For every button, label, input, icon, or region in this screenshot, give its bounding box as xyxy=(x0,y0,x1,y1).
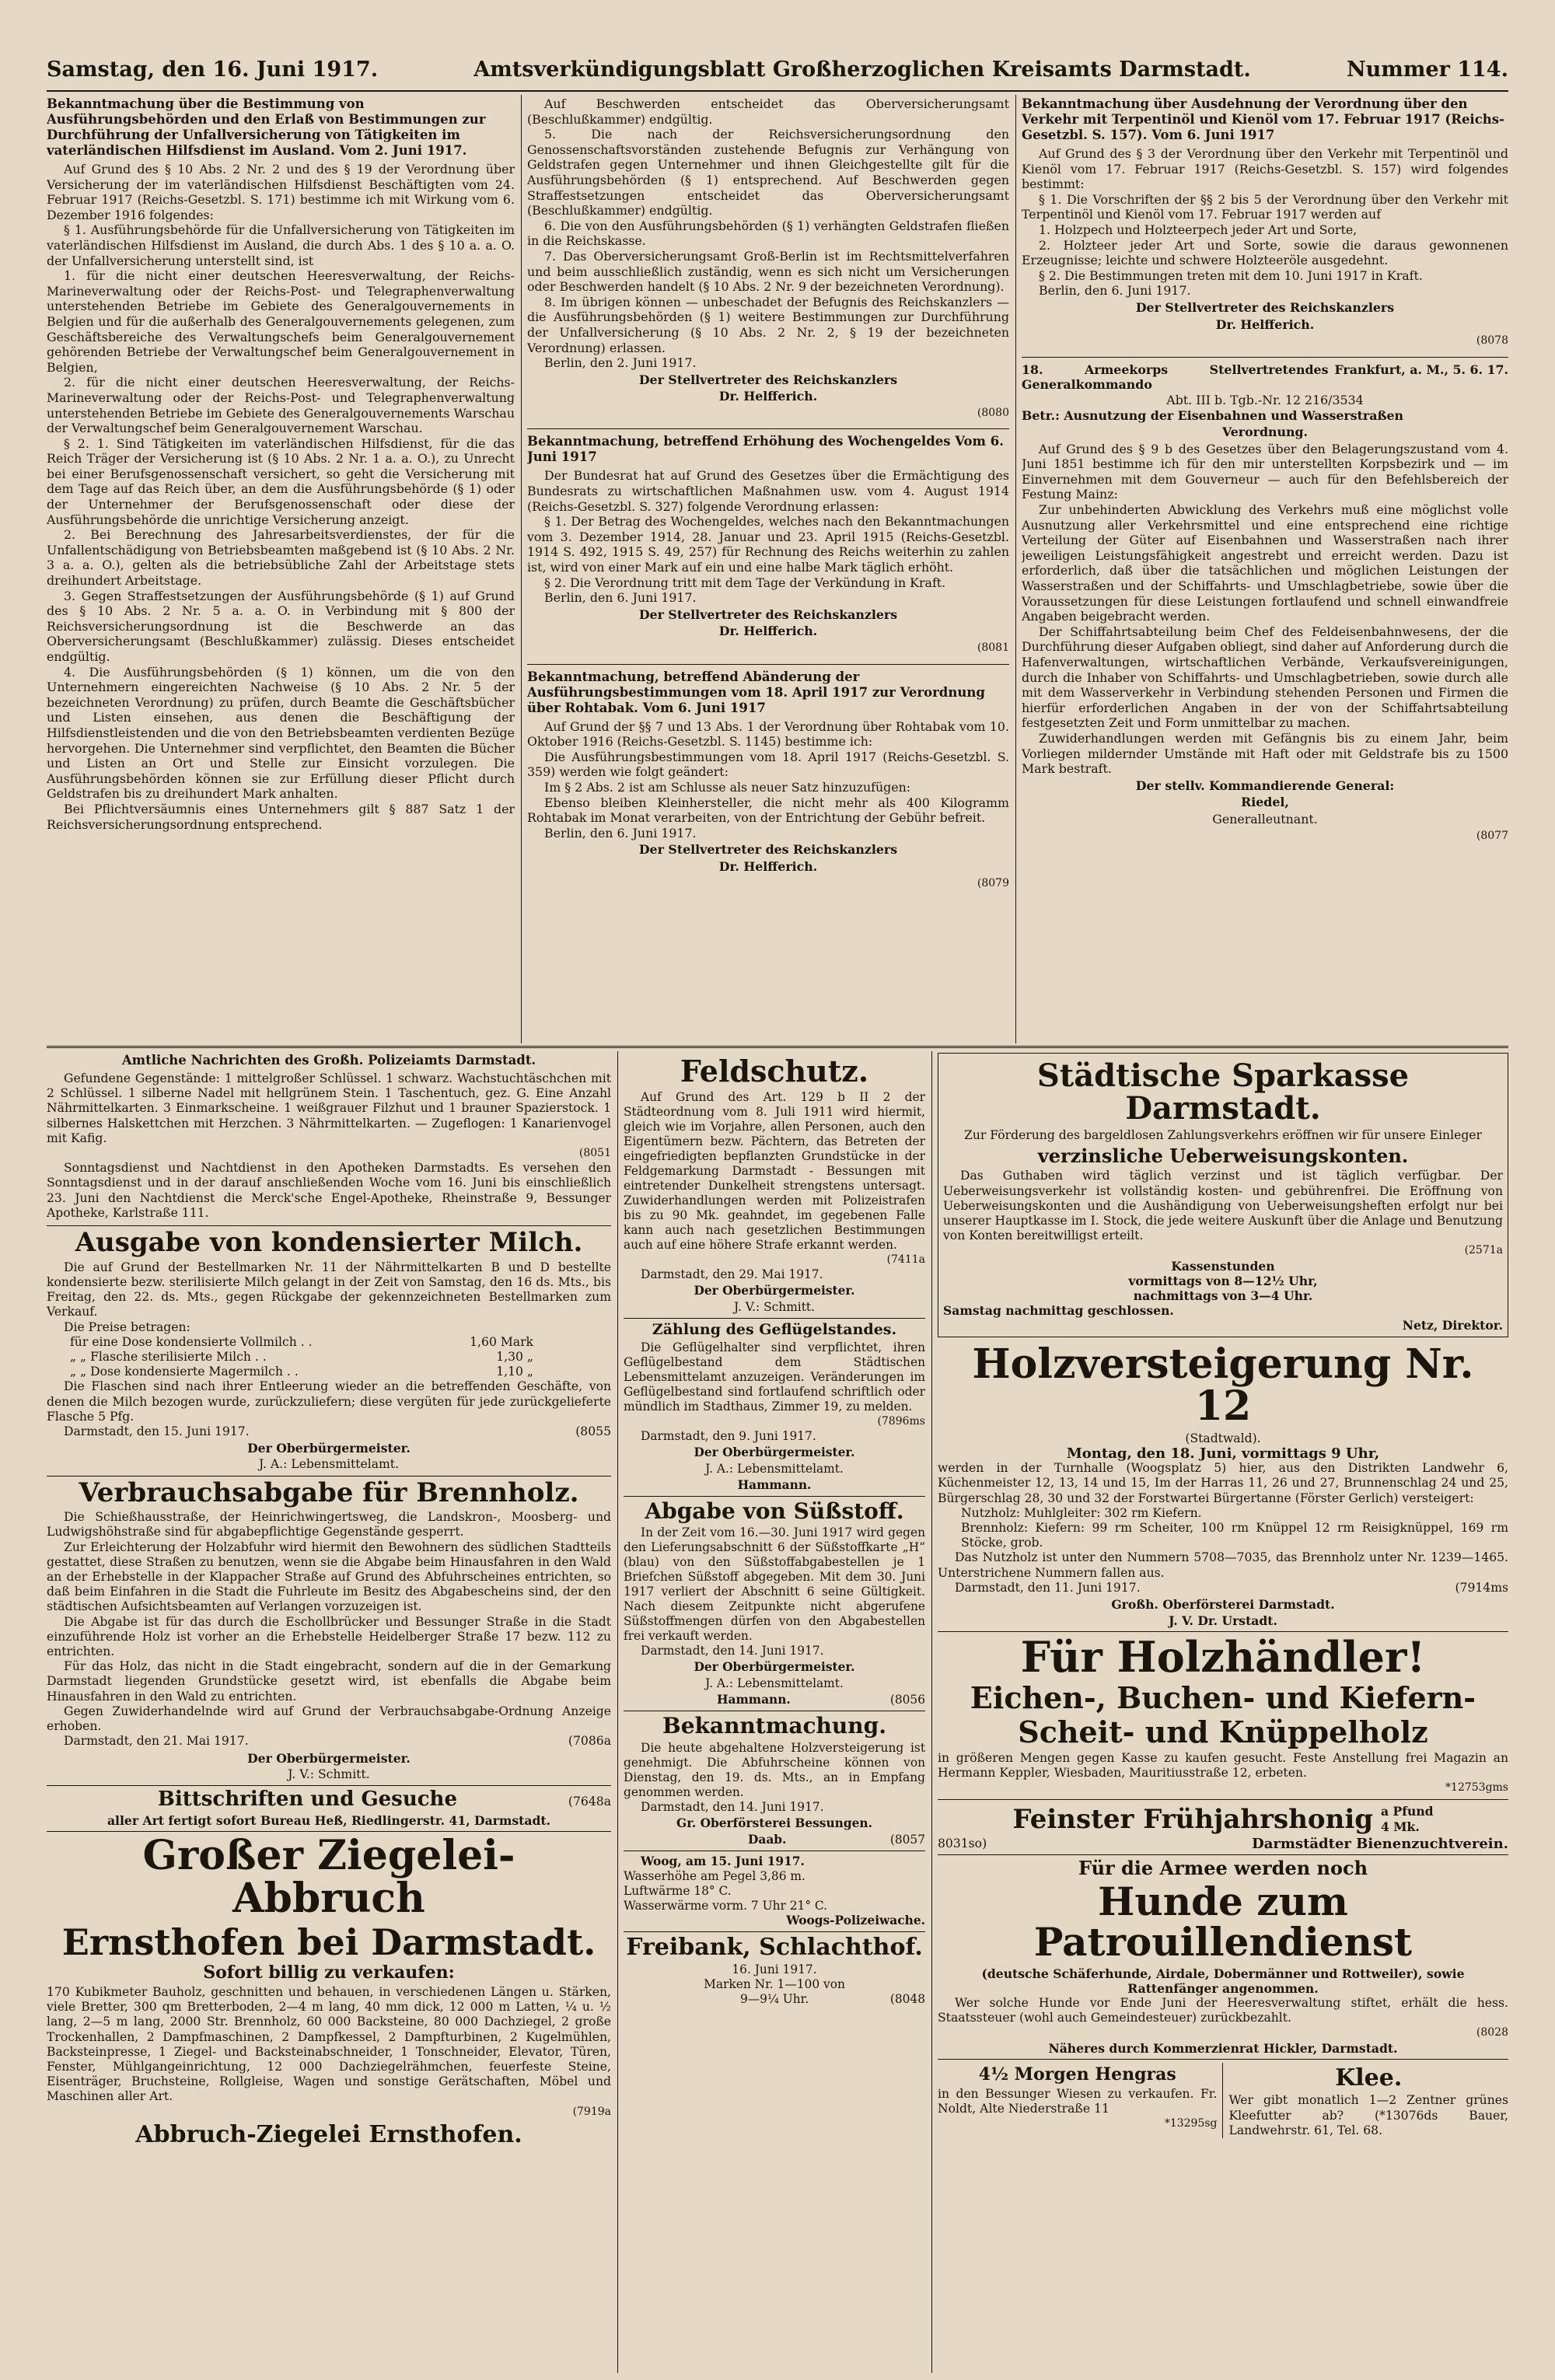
paper-title: Amtsverkündigungsblatt Großherzoglichen Kreisamts Darmstadt. xyxy=(473,57,1251,82)
hours-morning: vormittags von 8—12½ Uhr, xyxy=(1128,1273,1318,1288)
sparkasse-director: Netz, Direktor. xyxy=(1402,1318,1503,1333)
feldschutz-title: Feldschutz. xyxy=(680,1054,869,1089)
bekanntmachung-text: Die heute abgehaltene Holzversteigerung ist genehmigt. Die Abfuhrscheine können von Dienstag, den 19. ds. Mts., an in Empfang genommen werden. xyxy=(624,1740,925,1799)
paragraph: Auf Grund des § 10 Abs. 2 Nr. 2 und des § 19 der Verordnung über Versicherung der im vaterländischen Hilfsdienst Beschäftigten vom 24. Februar 1917 (Reichs-Gesetzbl. S. 171) bestimme ich mit Wirkung vom 6. Dezember 1916 folgendes: xyxy=(47,162,515,222)
klee-text: Wer gibt monatlich 1—2 Zentner grünes Kleefutter ab? (*13076ds Bauer, Landwehrstr. 61, Tel. 68. xyxy=(1228,2093,1508,2137)
signature-name: Dr. Helfferich. xyxy=(1215,316,1315,332)
freibank-date: 16. Juni 1917. xyxy=(732,1962,817,1977)
hours-title: Kassenstunden xyxy=(1171,1258,1275,1274)
reference-number: (7914ms xyxy=(1455,1580,1508,1595)
woog-date: Woog, am 15. Juni 1917. xyxy=(641,1854,805,1868)
ziegelei-place: Ernsthofen bei Darmstadt. xyxy=(61,1920,596,1963)
water-temperature: Wasserwärme vorm. 7 Uhr 21° C. xyxy=(624,1898,828,1913)
paragraph: Die Ausführungsbestimmungen vom 18. April 1917 (Reichs-Gesetzbl. S. 359) werden wie folgt geändert: xyxy=(527,749,1009,780)
notice-body xyxy=(47,162,515,832)
paragraph: Berlin, den 6. Juni 1917. xyxy=(544,825,697,841)
paragraph: 2. Bei Berechnung des Jahresarbeitsverdienstes, der für die Unfallentschädigung von Betriebsbeamten maßgebend ist (§ 10 Abs. 2 Nr. 3 a. a. O.), gelten als die betriebsübliche Zahl der Arbeitstage stets dreihundert Arbeitstage. xyxy=(47,527,515,589)
reference-number: *13295sg xyxy=(1164,2117,1218,2130)
issue-number: Nummer 114. xyxy=(1346,57,1508,82)
signature-office: J. A.: Lebensmittelamt. xyxy=(705,1461,844,1476)
honig-title: Feinster Frühjahrshonig xyxy=(1012,1803,1374,1835)
paragraph: 1. für die nicht einer deutschen Heeresverwaltung, der Reichs-Marineverwaltung oder der Reichs-Post- und Telegraphenverwaltung unterstehenden Betriebe im Gebiete des Generalgouvernements in Belgien und für die außerhalb des Generalgouvernements gelegenen, zum Geschäftsbereiche des Verwaltungschefs beim Generalgouvernement gehörenden Betriebe der Verwaltungschef beim Generalgouvernement in Belgien, xyxy=(47,268,515,375)
holzversteigerung-subtitle: (Stadtwald). xyxy=(1185,1431,1261,1445)
sparkasse-intro: Zur Förderung des bargeldlosen Zahlungsverkehrs eröffnen wir für unsere Einleger xyxy=(964,1128,1482,1142)
reference-number: (8056 xyxy=(889,1693,925,1707)
reference-number: (7411a xyxy=(886,1253,925,1266)
honig-price: 4 Mk. xyxy=(1381,1819,1420,1835)
paragraph: Im § 2 Abs. 2 ist am Schlusse als neuer Satz hinzuzufügen: xyxy=(544,779,911,795)
paragraph: Die Abgabe ist für das durch die Eschollbrücker und Bessunger Straße in die Stadt einzuführende Holz ist vorher an die Erhebstelle Heidelberger Straße 17 bezw. 112 zu entrichten. xyxy=(47,1614,611,1659)
holzhaendler-line: Eichen-, Buchen- und Kiefern- xyxy=(970,1680,1476,1716)
paragraph: 1. Holzpech und Holzteerpech jeder Art und Sorte, xyxy=(1039,222,1358,237)
paragraph: § 2. 1. Sind Tätigkeiten im vaterländischen Hilfsdienst, für die das Reich Träger der Versicherung ist (§ 10 Abs. 2 Nr. 1 a. a. O.), zu Unrecht bei einer Berufsgenossenschaft versichert, so geht die Versicherung mit dem Tage auf das Reich über, an dem die Ausführungsbehörde (§ 1) oder der Unternehmer der Berufsgenossenschaft oder diese der Ausführungsbehörde die unrichtige Versicherung anzeigt. xyxy=(47,435,515,527)
gefluegel-text: Die Geflügelhalter sind verpflichtet, ihren Geflügelbestand dem Städtischen Lebensmittelamt anzuzeigen. Veränderungen im Geflügelbestand sind fortlaufend schriftlich oder mündlich im Stadthaus, Zimmer 19, zu melden. xyxy=(624,1340,925,1414)
auction-tail: Das Nutzholz ist unter den Nummern 5708—7035, das Brennholz unter Nr. 1239—1465. Unterstrichene Nummern fallen aus. xyxy=(938,1550,1508,1580)
price-value: 1,30 „ xyxy=(496,1349,533,1364)
hengras-ad xyxy=(938,2063,1223,2138)
freibank-title: Freibank, Schlachthof. xyxy=(626,1933,923,1961)
section-rule xyxy=(47,1046,1508,1048)
paragraph: 3. Gegen Straffestsetzungen der Ausführungsbehörde (§ 1) auf Grund des § 10 Abs. 2 Nr. 5 a. a. O. in Verbindung mit § 800 der Reichsversicherungsordnung ist die Beschwerde an das Oberversicherungsamt (Beschlußkammer) zulässig. Dieses entscheidet endgültig. xyxy=(47,588,515,664)
ziegelei-title: Großer Ziegelei-Abbruch xyxy=(142,1832,515,1922)
signature-name: J. V.: Schmitt. xyxy=(288,1767,370,1781)
column-divider xyxy=(521,95,522,1043)
paragraph: Die auf Grund der Bestellmarken Nr. 11 der Nährmittelkarten B und D bestellte kondensierte bezw. sterilisierte Milch gelangt in der Zeit von Samstag, den 16 ds. Mts., bis Freitag, den 22. ds. Mts., gegen Rückgabe der gekennzeichneten Bestellmarken zum Verkauf. xyxy=(47,1260,611,1319)
auction-item: Nutzholz: Muhlgleiter: 302 rm Kiefern. xyxy=(961,1505,1202,1520)
hunde-text: Wer solche Hunde vor Ende Juni der Heeresverwaltung stiftet, erhält die hess. Staatssteuer (wohl auch Gemeindesteuer) zurückbezahlt. xyxy=(938,1996,1508,2025)
paragraph: Auf Beschwerden entscheidet das Oberversicherungsamt (Beschlußkammer) endgültig. xyxy=(527,96,1009,127)
header-rule xyxy=(47,90,1508,92)
paragraph: § 1. Der Betrag des Wochengeldes, welches nach den Bekanntmachungen vom 3. Dezember 1914, 28. Januar und 23. April 1915 (Reichs-Gesetzbl. 1914 S. 492, 1915 S. 49, 257) für Rechnung des Reichs weiterhin zu zahlen ist, wird von einer Mark auf ein und eine halbe Mark täglich erhöht. xyxy=(527,514,1009,575)
gefluegel-title: Zählung des Geflügelstandes. xyxy=(652,1320,897,1338)
signature-role: Gr. Oberförsterei Bessungen. xyxy=(676,1816,872,1830)
price-row xyxy=(47,1365,611,1379)
paragraph: 6. Die von den Ausführungsbehörden (§ 1) verhängten Geldstrafen fließen in die Reichskasse. xyxy=(527,218,1009,249)
reference-number: (7648a xyxy=(568,1794,611,1809)
reference-number: (8048 xyxy=(889,1992,925,2007)
reference-number: *12753gms xyxy=(1445,1781,1508,1795)
paragraph: 2. Holzteer jeder Art und Sorte, sowie die daraus gewonnenen Erzeugnisse; leichte und schwere Holzteeröle ausgedehnt. xyxy=(1022,237,1508,268)
paragraph: § 2. Die Verordnung tritt mit dem Tage der Verkündung in Kraft. xyxy=(544,575,946,590)
signature-role: Der Stellvertreter des Reichskanzlers xyxy=(638,842,898,858)
hunde-contact: Näheres durch Kommerzienrat Hickler, Darmstadt. xyxy=(1048,2040,1398,2056)
sparkasse-subtitle: verzinsliche Ueberweisungskonten. xyxy=(1037,1145,1409,1168)
auction-date: Montag, den 18. Juni, vormittags 9 Uhr, xyxy=(1066,1445,1380,1463)
signature-name: Dr. Helfferich. xyxy=(718,389,818,404)
notice-title: Bekanntmachung über Ausdehnung der Verordnung über den Verkehr mit Terpentinöl und Kienöl vom 17. Februar 1917 (Reichs-Gesetzbl. S. 157). Vom 6. Juni 1917 xyxy=(1022,96,1504,142)
hengras-text: in den Bessunger Wiesen zu verkaufen. Fr. Noldt, Alte Niederstraße 11 xyxy=(938,2086,1218,2116)
paragraph: Auf Grund des § 3 der Verordnung über den Verkehr mit Terpentinöl und Kienöl vom 17. Februar 1917 (Reichs-Gesetzbl. S. 157) wird folgendes bestimmt: xyxy=(1022,146,1508,192)
holzhaendler-text: in größeren Mengen gegen Kasse zu kaufen gesucht. Feste Anstellung frei Magazin an Hermann Keppler, Wiesbaden, Mauritiusstraße 12, erbeten. xyxy=(938,1750,1508,1781)
hunde-breeds: (deutsche Schäferhunde, Airdale, Dobermänner und Rottweiler), sowie Rattenfänger angenommen. xyxy=(981,1966,1465,1996)
freibank-time: 9—9¼ Uhr. xyxy=(740,1992,809,2007)
signature-role: Der Oberbürgermeister. xyxy=(247,1441,411,1456)
subject-line: Betr.: Ausnutzung der Eisenbahnen und Wasserstraßen xyxy=(1022,407,1404,423)
notice-continued xyxy=(527,96,1009,421)
reference-number: (7919a xyxy=(572,2105,611,2118)
signature-role: Der Stellvertreter des Reichskanzlers xyxy=(638,606,898,622)
water-level: Wasserhöhe am Pegel 3,86 m. xyxy=(624,1868,805,1883)
ziegelei-inventory: 170 Kubikmeter Bauholz, geschnitten und behauen, in verschiedenen Längen u. Stärken, viele Bretter, 300 qm Bretterboden, 2—4 m lang, 40 mm dick, 12 000 m Latten, ¼ u. ½ lang, 2—5 m lang, 2000 Str. Brennholz, 60 000 Backsteine, 80 000 Dachziegel, 2 große Trockenhallen, 2 Dampfmaschinen, 2 Dampfkessel, 2 Dampfturbinen, 2 Kugelmühlen, Backsteinpresse, 1 Ziegel- und Backsteinabschneider, 1 Tonschneider, Elevator, Türen, Fenster, Mühlgangeinrichtung, 12 000 Dachziegelrähmchen, feuerfeste Steine, Eisenträger, Bruchsteine, Rollgleise, Wagen und sonstige Gerätschaften, Möbel und Maschinen aller Art. xyxy=(47,1984,611,2104)
honig-unit: a Pfund xyxy=(1381,1804,1434,1819)
bottom-column-3 xyxy=(938,1053,1508,2371)
signature-name: Dr. Helfferich. xyxy=(718,858,818,874)
command-name: 18. Armeekorps Stellvertretendes Generalkommando xyxy=(1022,362,1329,393)
bottom-column-2 xyxy=(624,1053,925,2371)
bittschriften-title: Bittschriften und Gesuche xyxy=(157,1787,458,1811)
paragraph: Zur Erleichterung der Holzabfuhr wird hiermit den Bewohnern des südlichen Stadtteils gestattet, diese Straßen zu benutzen, wenn sie die Abgabe beim Hinausfahren in den Wald an der Erhebstelle in der Klappacher Straße auf Grund des Abfuhrscheines entrichten, so daß beim Einfahren in die Stadt die Fuhrleute im Besitz des Abgabescheins sind, der den städtischen Aufsichtsbeamten auf Verlangen vorzuzeigen ist. xyxy=(47,1539,611,1614)
notice-date: Darmstadt, den 11. Juni 1917. xyxy=(955,1580,1141,1595)
signature-role: Der Oberbürgermeister. xyxy=(694,1283,855,1298)
reference-number: 8031so) xyxy=(938,1837,987,1851)
notice-generalkommando xyxy=(1022,362,1508,844)
notice-terpentinoel xyxy=(1022,96,1508,349)
signature-role: Großh. Oberförsterei Darmstadt. xyxy=(1111,1597,1335,1613)
notice-title: Bekanntmachung über die Bestimmung von Ausführungsbehörden und den Erlaß von Bestimmungen zur Durchführung der Unfallversicherung von Tätigkeiten im vaterländischen Hilfsdienst im Ausland. Vom 2. Juni 1917. xyxy=(47,96,486,158)
ordinance-word: Verordnung. xyxy=(1221,425,1309,440)
hunde-title: Hunde zum Patrouillendienst xyxy=(1033,1878,1413,1966)
notice-wochengeld xyxy=(527,434,1009,655)
paragraph: Bei Pflichtversäumnis eines Unternehmers gilt § 887 Satz 1 der Reichsversicherungsordnung entsprechend. xyxy=(47,801,515,832)
bottom-column-1 xyxy=(47,1053,611,2371)
reference-number: (7896ms xyxy=(877,1414,925,1428)
found-items: Gefundene Gegenstände: 1 mittelgroßer Schlüssel. 1 schwarz. Wachstuchtäschchen mit 2 Schlüssel. 1 silberne Nadel mit hellgrünem Stein. 1 Taschentuch, gez. G. Eine Anzahl Nährmittelkarten. 3 Einmarkscheine. 1 weißgrauer Filzhut und 1 brauner Spazierstock. 1 silbernes Halskettchen mit Herzchen. 3 Nährmittelkarten. — Zugeflogen: 1 Kanarienvogel mit Kafig. xyxy=(47,1071,611,1145)
reference-number: (8078 xyxy=(1476,334,1508,348)
signature-name: J. A.: Lebensmittelamt. xyxy=(258,1457,400,1472)
paragraph: Der Bundesrat hat auf Grund des Gesetzes über die Ermächtigung des Bundesrats zu wirtschaftlichen Maßnahmen usw. vom 4. August 1914 (Reichs-Gesetzbl. S. 327) folgende Verordnung erlassen: xyxy=(527,468,1009,514)
masthead xyxy=(47,51,1508,87)
command-place-date: Frankfurt, a. M., 5. 6. 17. xyxy=(1334,362,1508,377)
paragraph: Der Schiffahrtsabteilung beim Chef des Feldeisenbahnwesens, der die Durchführung dieser Aufgaben obliegt, sind daher auf Anforderung durch die Hafenverwaltungen, wirtschaftlichen Verbände, Verkaufsvereinigungen, durch die Inhaber von Schiffahrts- und Umschlagbetrieben, sowie durch alle mit dem Wasserverkehr in Verbindung stehenden Personen und Firmen die hierfür erforderlichen Angaben in der von der Schiffahrtsabteilung festgesetzten Zeit und Form unmittelbar zu machen. xyxy=(1022,624,1508,731)
sparkasse-ad xyxy=(938,1053,1508,1337)
notice-date: Darmstadt, den 9. Juni 1917. xyxy=(641,1428,816,1443)
brennholz-title: Verbrauchsabgabe für Brennholz. xyxy=(79,1477,579,1508)
hengras-title: 4½ Morgen Hengras xyxy=(978,2064,1176,2085)
notice-date: Darmstadt, den 15. Juni 1917. xyxy=(64,1424,250,1438)
column-divider xyxy=(931,1051,932,2373)
reference-number: (7086a xyxy=(568,1734,611,1749)
paragraph: Berlin, den 6. Juni 1917. xyxy=(1039,283,1191,299)
freibank-marks: Marken Nr. 1—100 von xyxy=(704,1977,845,1992)
notice-date: Darmstadt, den 14. Juni 1917. xyxy=(641,1644,824,1658)
paragraph: Zur unbehinderten Abwicklung des Verkehrs muß eine möglichst volle Ausnutzung aller Verkehrsmittel und eine entsprechend eine richtige Verteilung der Güter auf Eisenbahnen und Wasserstraßen nach ihrer jeweiligen Leistungsfähigkeit angestrebt und erreicht werden. Dazu ist erforderlich, daß über die tatsächlichen und möglichen Leistungen der Wasserstraßen und der Schiffahrts- und Umschlagbetriebe, sowie über die Voraussetzungen für diese Leistungen fortlaufend und schnell einwandfreie Angaben beigebracht werden. xyxy=(1022,502,1508,624)
holzhaendler-line: Scheit- und Knüppelholz xyxy=(1018,1714,1428,1750)
signature-role: Der Oberbürgermeister. xyxy=(694,1660,855,1675)
paragraph: Gegen Zuwiderhandelnde wird auf Grund der Verbrauchsabgabe-Ordnung Anzeige erhoben. xyxy=(47,1704,611,1734)
paragraph: 5. Die nach der Reichsversicherungsordnung den Genossenschaftsvorständen zustehende Befugnis zur Verhängung von Geldstrafen gegen Unternehmer und ihnen Gleichgestellte gilt für die Ausführungsbehörden (§ 1) entsprechend. Auf Beschwerden gegen Straffestsetzungen entscheidet das Oberversicherungsamt (Beschlußkammer) endgültig. xyxy=(527,127,1009,218)
woog-police: Woogs-Polizeiwache. xyxy=(786,1913,925,1927)
auction-item: Brennholz: Kiefern: 99 rm Scheiter, 100 rm Knüppel 12 rm Reisigknüppel, 169 rm Stöcke, grob. xyxy=(961,1521,1508,1550)
paragraph: Die Flaschen sind nach ihrer Entleerung wieder an die betreffenden Geschäfte, von denen die Milch bezogen wurde, zurückzuliefern; diese vergüten für jede zurückgelieferte Flasche 5 Pfg. xyxy=(47,1379,611,1424)
column-divider xyxy=(1015,95,1016,1043)
auction-text: werden in der Turnhalle (Woogsplatz 5) hier, aus den Distrikten Landwehr 6, Küchenmeister 12, 13, 14 und 15, Im der Harras 11, 26 und 27, Brunnenschlag 24 und 25, Bürgerschlag 28, 30 und 32 der Forstwartei Bürgertanne (Förster Gerlich) versteigert: xyxy=(938,1461,1508,1505)
air-temperature: Luftwärme 18° C. xyxy=(624,1883,732,1898)
paragraph: Berlin, den 2. Juni 1917. xyxy=(544,355,697,371)
paragraph: Die Schießhausstraße, der Heinrichwingertsweg, die Landskron-, Moosberg- und Ludwigshöhstraße sind für abgabepflichtige Gegenstände gesperrt. xyxy=(47,1510,611,1539)
reference-number: (2571a xyxy=(1464,1244,1503,1257)
signature-rank: Generalleutnant. xyxy=(1212,811,1318,827)
bekanntmachung-title: Bekanntmachung. xyxy=(662,1713,886,1739)
pharmacy-duty: Sonntagsdienst und Nachtdienst in den Apotheken Darmstadts. Es versehen den Sonntagsdienst und in der darauf anschließenden Woche vom 16. Juni bis einschließlich 23. Juni den Nachtdienst die Merck'sche Engel-Apotheke, Rheinstraße 9, Bessunger Apotheke, Karlstraße 111. xyxy=(47,1161,611,1220)
signature-office: J. A.: Lebensmittelamt. xyxy=(705,1676,844,1691)
price-value: 1,60 Mark xyxy=(470,1334,533,1349)
paragraph: Auf Grund des § 9 b des Gesetzes über den Belagerungszustand vom 4. Juni 1851 bestimme ich für den mir unterstellten Korpsbezirk und — im Einvernehmen mit dem Gouverneur — auch für den Befehlsbereich der Festung Mainz: xyxy=(1022,441,1508,502)
hours-afternoon: nachmittags von 3—4 Uhr. xyxy=(1133,1288,1313,1304)
reference-number: (8077 xyxy=(1476,829,1508,842)
hours-saturday: Samstag nachmittag geschlossen. xyxy=(943,1303,1174,1319)
notice-date: Darmstadt, den 21. Mai 1917. xyxy=(64,1734,249,1749)
signature-role: Der Oberbürgermeister. xyxy=(247,1750,411,1766)
reference-number: (8080 xyxy=(977,406,1009,419)
paragraph: Zuwiderhandlungen werden mit Gefängnis bis zu einem Jahr, beim Vorliegen mildernder Umstände mit Haft oder mit Geldstrafe bis zu 1500 Mark bestraft. xyxy=(1022,730,1508,777)
price-row xyxy=(47,1335,611,1350)
notice-title: Bekanntmachung, betreffend Erhöhung des Wochengeldes Vom 6. Juni 1917 xyxy=(527,434,1004,465)
column-3 xyxy=(1022,96,1508,1041)
paragraph: Auf Grund der §§ 7 und 13 Abs. 1 der Verordnung über Rohtabak vom 10. Oktober 1916 (Reichs-Gesetzbl. S. 1145) bestimme ich: xyxy=(527,718,1009,750)
milk-title: Ausgabe von kondensierter Milch. xyxy=(75,1227,583,1259)
paragraph: Ebenso bleiben Kleinhersteller, die nicht mehr als 400 Kilogramm Rohtabak im Monat verarbeiten, von der Entrichtung der Gebühr befreit. xyxy=(527,795,1009,826)
signature-role: Der Stellvertreter des Reichskanzlers xyxy=(638,372,898,387)
paragraph: Die Preise betragen: xyxy=(64,1319,190,1334)
issue-date: Samstag, den 16. Juni 1917. xyxy=(47,57,379,82)
klee-ad xyxy=(1229,2063,1509,2138)
hunde-intro: Für die Armee werden noch xyxy=(1078,1857,1368,1880)
paragraph: 4. Die Ausführungsbehörden (§ 1) können, um die von den Unternehmern eingereichten Nachweise (§ 10 Abs. 2 Nr. 5 der bezeichneten Verordnung) zu prüfen, durch Beamte die Geschäftsbücher und Listen einsehen, aus denen die Beschäftigung der Hilfsdienstleistenden und die von den Betriebsbeamten verdienten Bezüge hervorgehen. Die Unternehmer sind verpflichtet, den Beamten die Bücher und Listen an Ort und Stelle zur Einsicht vorzulegen. Die Ausführungsbehörden können sie zur Erfüllung dieser Pflicht durch Geldstrafen bis zu dreihundert Mark anhalten. xyxy=(47,664,515,802)
suessstoff-text: In der Zeit vom 16.—30. Juni 1917 wird gegen den Lieferungsabschnitt 6 der Süßstoffkarte „H“ (blau) von den Süßstoffabgabestellen je 1 Briefchen Süßstoff abgegeben. Mit dem 30. Juni 1917 verliert der Abschnitt 6 seine Gültigkeit. Nach diesem Zeitpunkte nicht abgerufene Süßstoffmengen dürfen von den Abgabestellen frei verkauft werden. xyxy=(624,1526,925,1644)
price-item: „ „ Flasche sterilisierte Milch . . xyxy=(70,1349,267,1364)
paragraph: Berlin, den 6. Juni 1917. xyxy=(544,590,697,606)
holzversteigerung-title: Holzversteigerung Nr. 12 xyxy=(972,1340,1474,1431)
file-number: Abt. III b. Tgb.-Nr. 12 216/3534 xyxy=(1166,392,1364,407)
paragraph: 2. für die nicht einer deutschen Heeresverwaltung, der Reichs-Marineverwaltung oder der Reichs-Post- und Telegraphenverwaltung unterstehenden Betriebe im Gebiete des Generalgouvernements Warschau der Verwaltungschef beim Generalgouvernement Warschau. xyxy=(47,375,515,436)
paragraph: 8. Im übrigen können — unbeschadet der Befugnis des Reichskanzlers — die Ausführungsbehörden (§ 1) weitere Bestimmungen zur Durchführung der Unfallversicherung (§ 10 Abs. 2 Nr. 2, § 19 der bezeichneten Verordnung) erlassen. xyxy=(527,294,1009,355)
notice-rohtabak xyxy=(527,669,1009,892)
reference-number: (8028 xyxy=(1476,2026,1508,2039)
ziegelei-subtitle: Sofort billig zu verkaufen: xyxy=(203,1962,455,1983)
notice-title: Bekanntmachung, betreffend Abänderung der Ausführungsbestimmungen vom 18. April 1917 zur Verordnung über Rohtabak. Vom 6. Juni 1917 xyxy=(527,669,985,715)
feldschutz-text: Auf Grund des Art. 129 b II 2 der Städteordnung vom 8. Juli 1911 wird hiermit, gleich wie im Vorjahre, allen Personen, auch den Eigentümern bezw. Pächtern, das Betreten der eingefriedigten bepflanzten Grundstücke in der Feldgemarkung Darmstadt - Bessungen mit eintretender Dunkelheit strengstens untersagt. Zuwiderhandlungen werden mit Polizeistrafen bis zu 90 Mk. geahndet, im gegebenen Falle kann auch nach gesetzlichen Bestimmungen auch auf eine höhere Strafe erkannt werden. xyxy=(624,1089,925,1252)
paragraph: 7. Das Oberversicherungsamt Groß-Berlin ist im Rechtsmittelverfahren und beim ausschließlich zuständig, wenn es sich nicht um Versicherungen oder Beschwerden handelt (§ 10 Abs. 2 Nr. 9 der bezeichneten Verordnung). xyxy=(527,248,1009,295)
sparkasse-text: Das Guthaben wird täglich verzinst und ist täglich verfügbar. Der Ueberweisungsverkehr ist vollständig kosten- und gebührenfrei. Die Eröffnung von Ueberweisungskonten und die Aushändigung von Ueberweisungsheften erfolgt nur bei unserer Hauptkasse im I. Stock, die jede weitere Auskunft über die Anlage und Benutzung von Konten bereitwilligst erteilt. xyxy=(943,1169,1503,1243)
signature-name: J. V. Dr. Urstadt. xyxy=(1169,1613,1277,1629)
signature-name: Riedel, xyxy=(1241,795,1289,810)
column-divider xyxy=(617,1051,618,2373)
klee-title: Klee. xyxy=(1335,2064,1403,2092)
notice-date: Darmstadt, den 29. Mai 1917. xyxy=(641,1267,823,1281)
reference-number: (8057 xyxy=(889,1832,925,1847)
signature-name: Hammann. xyxy=(737,1477,812,1492)
sparkasse-title: Städtische Sparkasse Darmstadt. xyxy=(1036,1057,1410,1127)
paragraph: § 2. Die Bestimmungen treten mit dem 10. Juni 1917 in Kraft. xyxy=(1039,267,1423,283)
notice-date: Darmstadt, den 14. Juni 1917. xyxy=(641,1799,824,1814)
police-title: Amtliche Nachrichten des Großh. Polizeiamts Darmstadt. xyxy=(121,1053,536,1068)
reference-number: (8051 xyxy=(578,1147,611,1160)
price-value: 1,10 „ xyxy=(496,1365,533,1379)
signature-name: Hammann. xyxy=(717,1693,791,1707)
column-1 xyxy=(47,96,515,1041)
reference-number: (8081 xyxy=(977,641,1009,654)
signature-role: Der stellv. Kommandierende General: xyxy=(1135,778,1395,793)
paragraph: § 1. Die Vorschriften der §§ 2 bis 5 der Verordnung über den Verkehr mit Terpentinöl und Kienöl vom 17. Februar 1917 werden auf xyxy=(1022,191,1508,222)
column-2 xyxy=(527,96,1009,1041)
suessstoff-title: Abgabe von Süßstoff. xyxy=(645,1498,904,1524)
paragraph: § 1. Ausführungsbehörde für die Unfallversicherung von Tätigkeiten im vaterländischen Hilfsdienst im Ausland, die durch Abs. 1 des § 10 a. a. O. der Unfallversicherung unterstellt sind, ist xyxy=(47,222,515,268)
price-item: „ „ Dose kondensierte Magermilch . . xyxy=(70,1365,299,1379)
honig-seller: Darmstädter Bienenzuchtverein. xyxy=(1252,1836,1508,1853)
price-row xyxy=(47,1350,611,1365)
paragraph: Für das Holz, das nicht in die Stadt eingebracht, sondern auf die in der Gemarkung Darmstadt liegenden Grundstücke gesetzt wird, ist ebenfalls die Abgabe beim Hinausfahren in den Wald zu entrichten. xyxy=(47,1659,611,1704)
signature-name: J. V.: Schmitt. xyxy=(733,1299,815,1314)
signature-role: Der Oberbürgermeister. xyxy=(694,1445,855,1459)
holzhaendler-title: Für Holzhändler! xyxy=(1020,1632,1426,1683)
reference-number: (8079 xyxy=(977,876,1009,889)
signature-role: Der Stellvertreter des Reichskanzlers xyxy=(1135,299,1395,315)
signature-name: Daab. xyxy=(748,1832,787,1847)
reference-number: (8055 xyxy=(575,1424,611,1438)
ziegelei-footer: Abbruch-Ziegelei Ernsthofen. xyxy=(135,2120,522,2148)
price-item: für eine Dose kondensierte Vollmilch . . xyxy=(70,1334,313,1349)
signature-name: Dr. Helfferich. xyxy=(718,624,818,639)
bittschriften-text: aller Art fertigt sofort Bureau Heß, Riedlingerstr. 41, Darmstadt. xyxy=(107,1813,551,1829)
